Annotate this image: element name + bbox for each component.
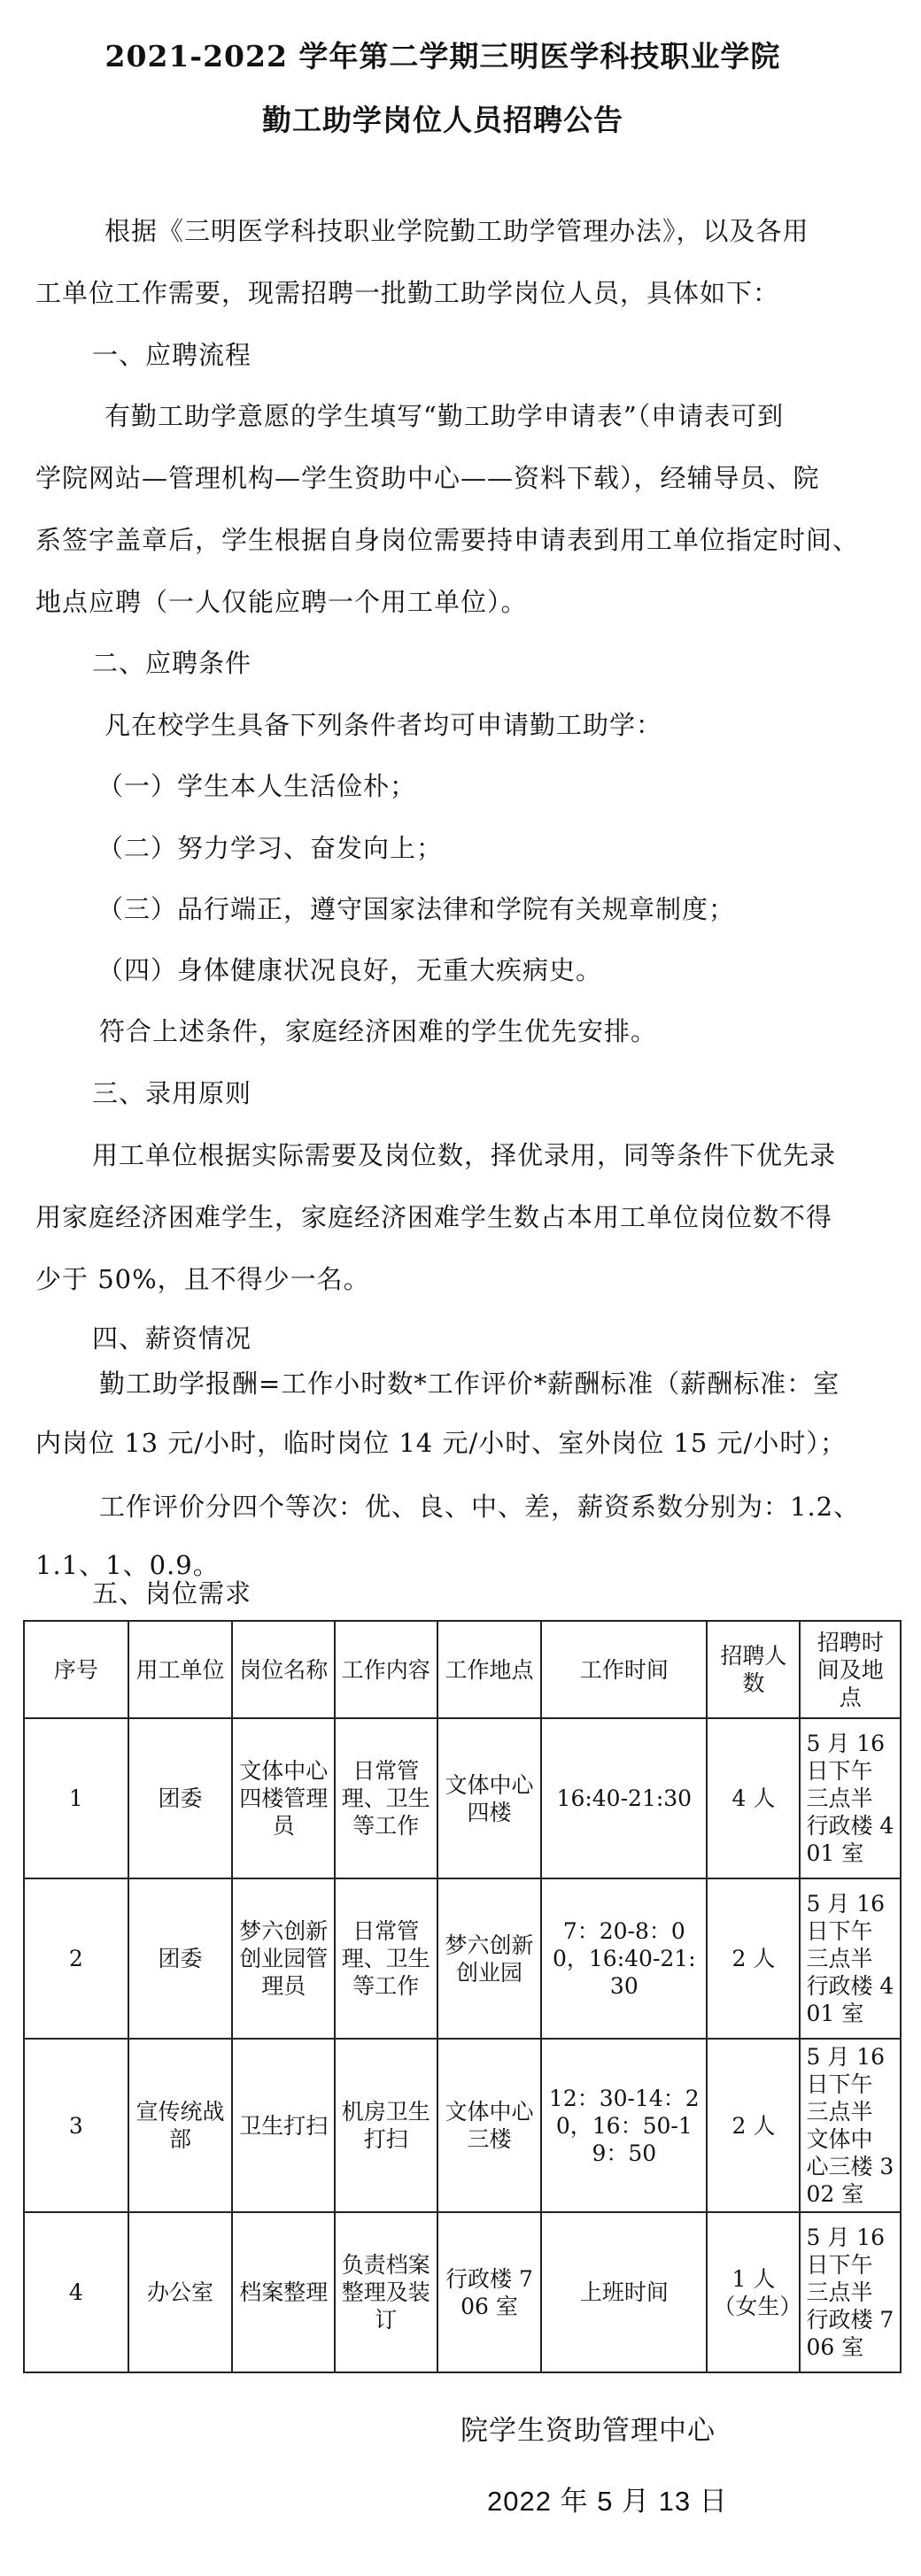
cell-headcount: 1 人（女生） [707,2212,800,2372]
cell-location: 文体中心四楼 [437,1718,542,1878]
cell-headcount: 2 人 [707,2039,800,2212]
cell-interview: 5 月 16 日下午三点半行政楼 706 室 [800,2212,901,2372]
cell-index: 3 [24,2039,128,2212]
table-row [24,2039,901,2212]
title-line-2: 勤工助学岗位人员招聘公告 [262,103,623,137]
table-row [24,1718,901,1878]
section-1-line-2: 学院网站—管理机构—学生资助中心——资料下载），经辅导员、院 [35,463,820,493]
col-header-headcount: 招聘人数 [707,1621,800,1718]
intro-line-2: 工单位工作需要，现需招聘一批勤工助学岗位人员，具体如下： [35,278,780,308]
cell-position: 卫生打扫 [232,2039,335,2212]
cell-unit: 团委 [128,1878,233,2039]
cell-duties: 负责档案整理及装订 [335,2212,437,2372]
section-4-line-2: 内岗位 13 元/小时，临时岗位 14 元/小时、室外岗位 15 元/小时）； [35,1428,847,1458]
cell-unit: 团委 [128,1718,233,1878]
section-3-line-3: 少于 50%，且不得少一名。 [35,1264,370,1294]
cell-index: 2 [24,1878,128,2039]
cell-position: 档案整理 [232,2212,335,2372]
issue-date: 2022 年 5 月 13 日 [487,2486,728,2517]
section-3-heading: 三、录用原则 [92,1078,252,1108]
col-header-interview: 招聘时间及地点 [800,1621,901,1718]
cell-position: 梦六创新创业园管理员 [232,1878,335,2039]
section-4-line-3: 工作评价分四个等次：优、良、中、差，薪资系数分别为：1.2、 [99,1492,861,1522]
job-table [23,1620,902,2373]
section-3-line-1: 用工单位根据实际需要及岗位数，择优录用，同等条件下优先录 [92,1140,837,1170]
section-1-heading: 一、应聘流程 [92,340,252,370]
section-2-heading: 二、应聘条件 [92,648,252,678]
section-1-line-4: 地点应聘（一人仅能应聘一个用工单位）。 [35,587,528,617]
condition-2: （二）努力学习、奋发向上； [97,833,444,863]
cell-hours: 12：30-14：20，16：50-19：50 [541,2039,707,2212]
cell-location: 行政楼 706 室 [437,2212,542,2372]
section-1-line-3: 系签字盖章后，学生根据自身岗位需要持申请表到用工单位指定时间、 [35,525,860,555]
condition-3: （三）品行端正，遵守国家法律和学院有关规章制度； [97,894,736,924]
col-header-position: 岗位名称 [232,1621,335,1718]
condition-1: （一）学生本人生活俭朴； [97,771,417,801]
section-2-note: 符合上述条件，家庭经济困难的学生优先安排。 [99,1016,658,1046]
issuing-office: 院学生资助管理中心 [460,2415,716,2447]
cell-hours: 7：20-8：00，16:40-21:30 [541,1878,707,2039]
cell-headcount: 4 人 [707,1718,800,1878]
cell-interview: 5 月 16 日下午三点半文体中心三楼 302 室 [800,2039,901,2212]
section-1-line-1: 有勤工助学意愿的学生填写“勤工助学申请表”（申请表可到 [104,401,785,431]
cell-unit: 办公室 [128,2212,233,2372]
section-5-heading: 五、岗位需求 [92,1578,252,1608]
section-4-line-1: 勤工助学报酬=工作小时数*工作评价*薪酬标准（薪酬标准：室 [99,1369,840,1399]
title-line-1: 2021-2022 学年第二学期三明医学科技职业学院 [104,39,781,73]
section-2-intro: 凡在校学生具备下列条件者均可申请勤工助学： [104,710,663,740]
cell-location: 文体中心三楼 [437,2039,542,2212]
col-header-duties: 工作内容 [335,1621,437,1718]
cell-duties: 机房卫生打扫 [335,2039,437,2212]
table-header-row [24,1621,901,1718]
cell-headcount: 2 人 [707,1878,800,2039]
cell-duties: 日常管理、卫生等工作 [335,1718,437,1878]
condition-4: （四）身体健康状况良好，无重大疾病史。 [97,955,603,985]
cell-hours: 16:40-21:30 [541,1718,707,1878]
cell-index: 1 [24,1718,128,1878]
col-header-hours: 工作时间 [541,1621,707,1718]
cell-interview: 5 月 16 日下午三点半行政楼 401 室 [800,1878,901,2039]
cell-index: 4 [24,2212,128,2372]
section-4-heading: 四、薪资情况 [92,1323,252,1354]
cell-position: 文体中心四楼管理员 [232,1718,335,1878]
intro-line-1: 根据《三明医学科技职业学院勤工助学管理办法》，以及各用 [104,216,809,246]
cell-interview: 5 月 16 日下午三点半行政楼 401 室 [800,1718,901,1878]
section-3-line-2: 用家庭经济困难学生，家庭经济困难学生数占本用工单位岗位数不得 [35,1202,833,1232]
cell-location: 梦六创新创业园 [437,1878,542,2039]
cell-duties: 日常管理、卫生等工作 [335,1878,437,2039]
col-header-index: 序号 [24,1621,128,1718]
table-row [24,1878,901,2039]
col-header-unit: 用工单位 [128,1621,233,1718]
section-4-line-4: 1.1、1、0.9。 [35,1550,220,1580]
col-header-location: 工作地点 [437,1621,542,1718]
table-row [24,2212,901,2372]
cell-hours: 上班时间 [541,2212,707,2372]
cell-unit: 宣传统战部 [128,2039,233,2212]
